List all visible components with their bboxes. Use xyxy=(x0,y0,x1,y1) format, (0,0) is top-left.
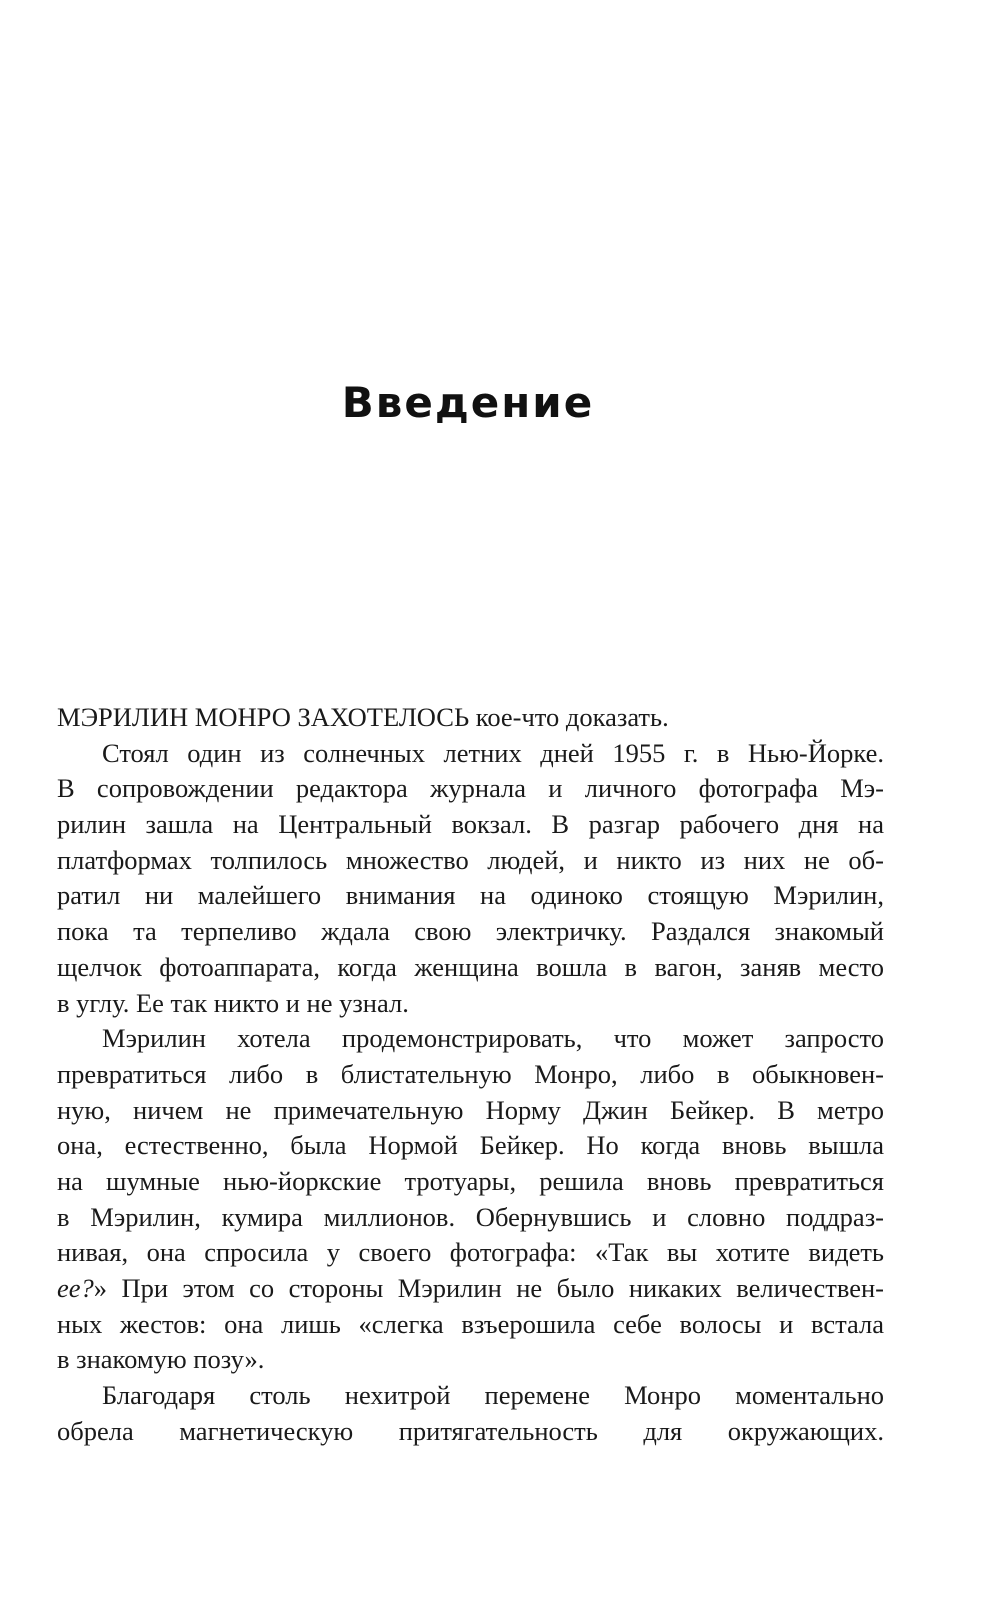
text-line xyxy=(57,1164,884,1200)
text-line xyxy=(57,986,884,1022)
chapter-title: Введение xyxy=(341,378,595,428)
line-text: на шумные нью-йоркские тротуары, решила вновь превратиться xyxy=(57,1165,884,1196)
line-text: ную, ничем не примечательную Норму Джин Бейкер. В метро xyxy=(57,1094,884,1125)
text-line xyxy=(57,1021,884,1057)
line-text: нивая, она спросила у своего фотографа: «Так вы хотите видеть xyxy=(57,1237,884,1268)
text-line xyxy=(57,736,884,772)
text-line xyxy=(57,771,884,807)
text-line xyxy=(57,878,884,914)
line-text: в Мэрилин, кумира миллионов. Обернувшись и словно поддраз- xyxy=(57,1201,884,1232)
line-text: пока та терпеливо ждала свою электричку. Раздался знакомый xyxy=(57,916,884,947)
text-line xyxy=(57,843,884,879)
line-text: » При этом со стороны Мэрилин не было никаких величествен- xyxy=(93,1273,884,1303)
line-text: Мэрилин хотела продемонстрировать, что может запросто xyxy=(102,1023,884,1054)
line-text: превратиться либо в блистательную Монро, либо в обыкновен- xyxy=(57,1058,884,1089)
text-line xyxy=(57,914,884,950)
line-text: В сопровождении редактора журнала и личного фотографа Мэ- xyxy=(57,773,884,804)
line-text: в знакомую позу». xyxy=(57,1344,265,1375)
line-text: она, естественно, была Нормой Бейкер. Но когда вновь вышла xyxy=(57,1130,884,1161)
body-text xyxy=(57,700,884,1449)
text-line xyxy=(57,700,884,736)
text-line xyxy=(57,1307,884,1343)
text-line xyxy=(57,1093,884,1129)
text-line xyxy=(57,1271,884,1307)
line-text: Стоял один из солнечных летних дней 1955 г. в Нью-Йорке. xyxy=(102,737,884,768)
text-line xyxy=(57,1235,884,1271)
text-line xyxy=(57,1128,884,1164)
line-text: ных жестов: она лишь «слегка взъерошила себе волосы и встала xyxy=(57,1308,884,1339)
line-text: платформах толпилось множество людей, и никто из них не об- xyxy=(57,844,884,875)
text-line xyxy=(57,1414,884,1450)
text-line xyxy=(57,807,884,843)
line-text: щелчок фотоаппарата, когда женщина вошла в вагон, заняв место xyxy=(57,951,884,982)
text-line xyxy=(57,1200,884,1236)
line-text: ратил ни малейшего внимания на одиноко стоящую Мэрилин, xyxy=(57,880,884,911)
text-line xyxy=(57,1342,884,1378)
line-text: обрела магнетическую притягательность для окружающих. xyxy=(57,1415,884,1446)
line-text: МЭРИЛИН МОНРО ЗАХОТЕЛОСЬ кое-что доказать. xyxy=(57,702,669,732)
text-line xyxy=(57,950,884,986)
text-line xyxy=(57,1057,884,1093)
line-text: в углу. Ее так никто и не узнал. xyxy=(57,987,409,1018)
italic-text: ее? xyxy=(57,1273,94,1303)
line-text: Благодаря столь нехитрой перемене Монро моментально xyxy=(102,1380,884,1411)
line-text: рилин зашла на Центральный вокзал. В разгар рабочего дня на xyxy=(57,809,884,840)
text-line xyxy=(57,1378,884,1414)
